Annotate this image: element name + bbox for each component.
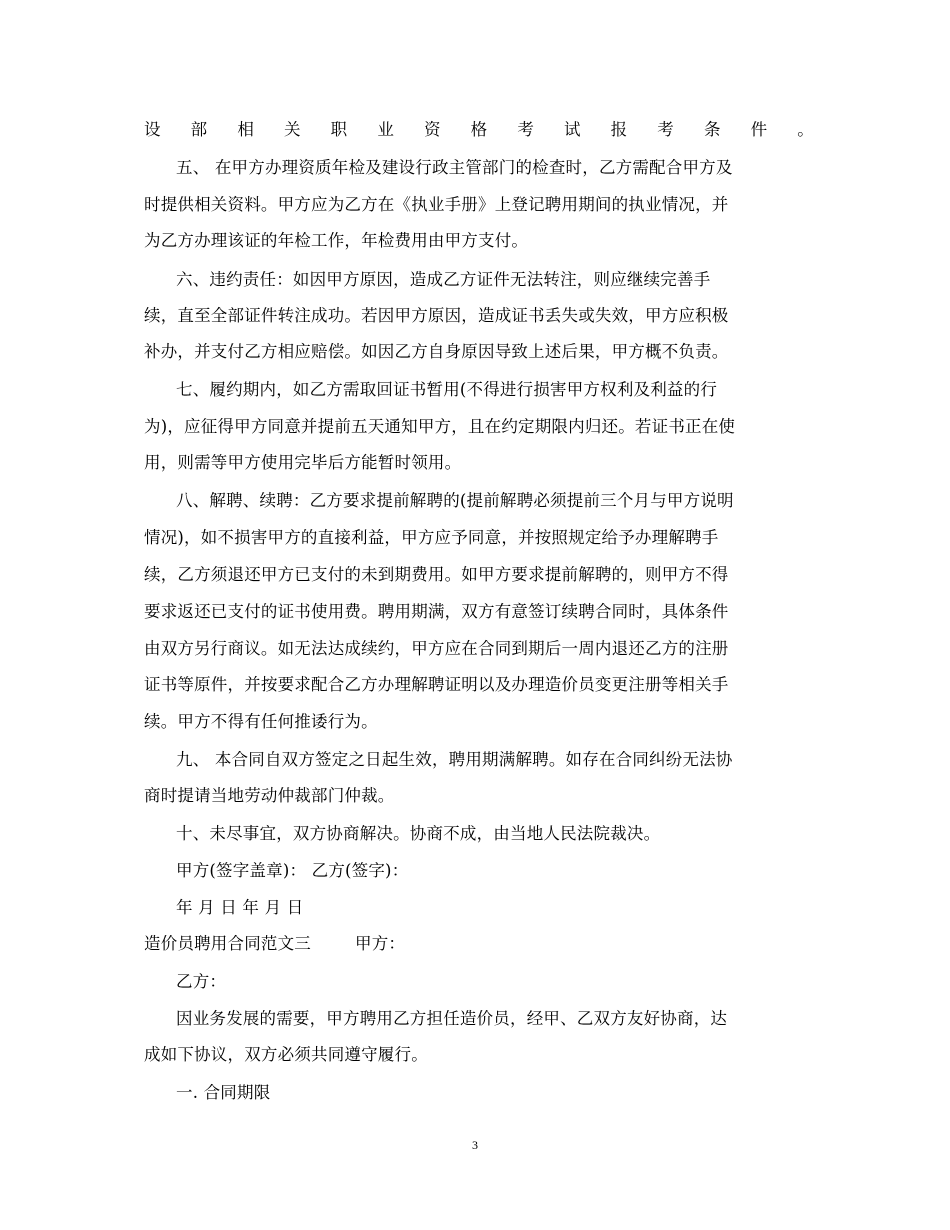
paragraph-line: 九、 本合同自双方签定之日起生效，聘用期满解聘。如存在合同纠纷无法协 xyxy=(176,750,733,769)
paragraph-line: 情况)，如不损害甲方的直接利益，甲方应予同意，并按照规定给予办理解聘手 xyxy=(144,528,719,547)
paragraph-line: 八、解聘、续聘：乙方要求提前解聘的(提前解聘必须提前三个月与甲方说明 xyxy=(176,491,734,510)
paragraph-line: 用，则需等甲方使用完毕后方能暂时领用。 xyxy=(144,453,462,472)
paragraph-line: 商时提请当地劳动仲裁部门仲裁。 xyxy=(144,786,395,805)
paragraph-line: 续，乙方须退还甲方已支付的未到期费用。如甲方要求提前解聘的，则甲方不得 xyxy=(144,565,729,584)
party-a-label: 甲方： xyxy=(355,934,406,953)
party-b-label: 乙方： xyxy=(176,972,227,991)
paragraph-line: 由双方另行商议。如无法达成续约，甲方应在合同到期后一周内退还乙方的注册 xyxy=(144,639,729,658)
paragraph-line: 成如下协议，双方必须共同遵守履行。 xyxy=(144,1045,428,1064)
paragraph-line: 七、履约期内，如乙方需取回证书暂用(不得进行损害甲方权利及利益的行 xyxy=(176,380,718,399)
date-line: 年 月 日 年 月 日 xyxy=(176,898,304,917)
section-heading-line xyxy=(144,932,814,956)
paragraph-line: 证书等原件，并按要求配合乙方办理解聘证明以及办理造价员变更注册等相关手 xyxy=(144,675,729,694)
paragraph-line: 续，直至全部证件转注成功。若因甲方原因，造成证书丢失或失效，甲方应积极 xyxy=(144,306,729,325)
paragraph-line: 时提供相关资料。甲方应为乙方在《执业手册》上登记聘用期间的执业情况，并 xyxy=(144,195,729,214)
paragraph-line: 要求返还已支付的证书使用费。聘用期满，双方有意签订续聘合同时，具体条件 xyxy=(144,602,729,621)
paragraph-line: 续。甲方不得有任何推诿行为。 xyxy=(144,712,378,731)
paragraph-line: 补办，并支付乙方相应赔偿。如因乙方自身原因导致上述后果，甲方概不负责。 xyxy=(144,342,729,361)
signature-line: 甲方(签字盖章)： 乙方(签字)： xyxy=(176,861,409,880)
paragraph-line: 因业务发展的需要，甲方聘用乙方担任造价员，经甲、乙双方友好协商，达 xyxy=(176,1009,728,1028)
paragraph-line: 六、违约责任：如因甲方原因，造成乙方证件无法转注，则应继续完善手 xyxy=(176,270,711,289)
paragraph-line: 设部相关职业资格考试报考条件。 xyxy=(144,120,814,139)
clause-heading: 一. 合同期限 xyxy=(176,1083,271,1102)
paragraph-line: 五、 在甲方办理资质年检及建设行政主管部门的检查时，乙方需配合甲方及 xyxy=(176,158,733,177)
paragraph-line: 为)，应征得甲方同意并提前五天通知甲方，且在约定期限内归还。若证书正在使 xyxy=(144,417,736,436)
section-title: 造价员聘用合同范文三 xyxy=(144,934,311,953)
page-number: 3 xyxy=(472,1138,478,1152)
paragraph-line: 十、未尽事宜，双方协商解决。协商不成，由当地人民法院裁决。 xyxy=(176,824,661,843)
paragraph-line: 为乙方办理该证的年检工作，年检费用由甲方支付。 xyxy=(144,231,529,250)
